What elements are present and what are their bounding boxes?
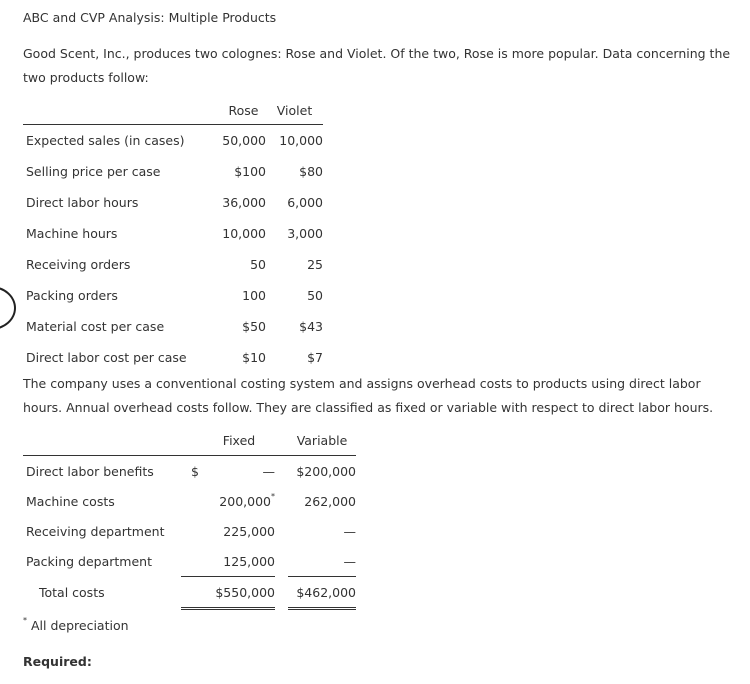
violet-value: 10,000 <box>266 125 323 156</box>
row-label: Expected sales (in cases) <box>23 125 221 156</box>
violet-value: $80 <box>299 163 323 179</box>
rose-value: 10,000 <box>222 225 266 241</box>
page-title: ABC and CVP Analysis: Multiple Products <box>23 10 277 25</box>
variable-value: — <box>343 523 356 539</box>
dollar-sign: $ <box>181 456 203 487</box>
footnote-text: All depreciation <box>30 618 129 633</box>
rose-value: $50 <box>242 318 266 334</box>
fixed-value <box>203 486 275 516</box>
table-row <box>23 546 356 577</box>
footnote <box>23 618 129 633</box>
variable-value: 262,000 <box>304 493 356 509</box>
row-label: Direct labor benefits <box>23 456 181 487</box>
variable-value: — <box>343 553 356 569</box>
table-row <box>23 311 323 342</box>
required-heading: Required: <box>23 654 92 669</box>
violet-value: 6,000 <box>287 194 323 210</box>
violet-value: 50 <box>307 287 323 303</box>
row-label: Packing orders <box>26 287 118 303</box>
header-violet: Violet <box>276 102 313 118</box>
rose-value: 50,000 <box>221 125 266 156</box>
overhead-table <box>23 426 356 610</box>
fixed-value: 225,000 <box>223 523 275 539</box>
total-variable: $462,000 <box>288 577 356 609</box>
cursor-circle <box>0 286 16 330</box>
violet-value: 25 <box>307 256 323 272</box>
row-label: Machine hours <box>26 225 118 241</box>
table-row <box>23 218 323 249</box>
row-label: Machine costs <box>26 493 115 509</box>
row-label: Receiving department <box>26 523 165 539</box>
row-label: Packing department <box>26 553 153 569</box>
table-row <box>23 516 356 546</box>
table-row <box>23 125 323 156</box>
intro-text: Good Scent, Inc., produces two colognes: Rose and Violet. Of the two, Rose is more popular. Data concerning the two products follow: <box>23 46 731 85</box>
header-variable: Variable <box>296 433 348 448</box>
violet-value: $43 <box>299 318 323 334</box>
table-row <box>23 280 323 311</box>
variable-value: $200,000 <box>288 456 356 487</box>
table-row <box>23 187 323 218</box>
products-table <box>23 96 323 372</box>
violet-value: $7 <box>307 349 323 365</box>
fixed-value: 125,000 <box>223 553 275 569</box>
rose-value: $10 <box>242 349 266 365</box>
row-label: Receiving orders <box>26 256 131 272</box>
table-row <box>23 156 323 187</box>
table-row <box>23 249 323 280</box>
row-label: Direct labor hours <box>26 194 139 210</box>
table-row <box>23 486 356 516</box>
row-label: Direct labor cost per case <box>26 349 187 365</box>
rose-value: 50 <box>250 256 266 272</box>
total-label: Total costs <box>39 585 105 600</box>
rose-value: $100 <box>234 163 266 179</box>
row-label: Material cost per case <box>26 318 165 334</box>
fixed-amount: 200,000 <box>219 493 271 509</box>
table-row <box>23 456 356 487</box>
total-row <box>23 577 356 609</box>
table-row <box>23 342 323 373</box>
fixed-value: — <box>203 456 275 487</box>
rose-value: 36,000 <box>222 194 266 210</box>
row-label: Selling price per case <box>26 163 161 179</box>
overhead-paragraph: The company uses a conventional costing system and assigns overhead costs to products using direct labor hours. Annual overhead costs follow. They are classified as fixed or variable with respect to direct labor hours. <box>23 376 714 415</box>
rose-value: 100 <box>242 287 266 303</box>
header-rose: Rose <box>228 102 259 118</box>
footnote-marker: * <box>271 491 275 501</box>
violet-value: 3,000 <box>287 225 323 241</box>
total-fixed: $550,000 <box>203 577 275 609</box>
footnote-mark: * <box>23 616 27 625</box>
header-fixed: Fixed <box>222 433 256 448</box>
